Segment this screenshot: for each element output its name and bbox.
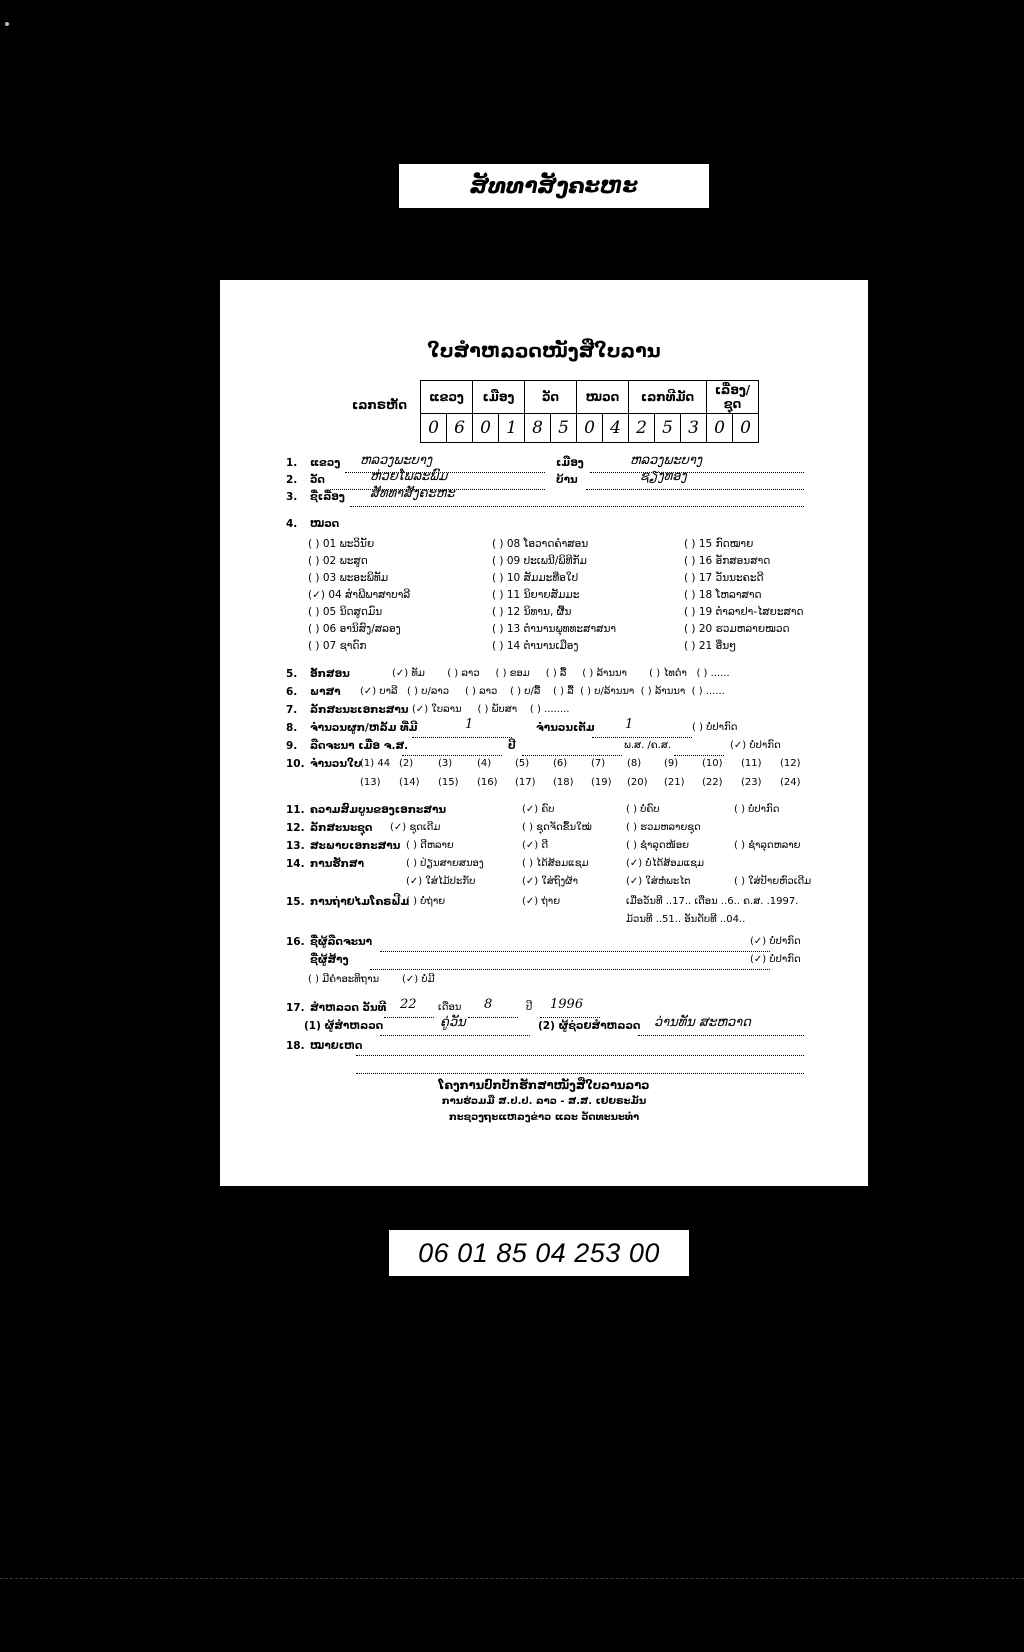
line-3-value: ສັທທາສັງຄະຫະ xyxy=(370,486,455,501)
completeness-option[interactable]: (✓) ຄົບ xyxy=(522,804,555,815)
code-digit: 0 xyxy=(707,414,733,443)
code-header-district: ເມືອງ xyxy=(473,381,525,414)
script-option[interactable]: ( ) ...... xyxy=(696,668,730,679)
language-option[interactable]: ( ) ລ້ານນາ xyxy=(640,686,686,697)
line-2-label: ວັດ xyxy=(310,474,325,486)
microfilm-option[interactable]: (✓) ຖ່າຍ xyxy=(522,896,561,907)
survey-year: 1996 xyxy=(550,997,584,1012)
completeness-option[interactable]: ( ) ບໍ່ປາກົດ xyxy=(734,804,780,815)
leaf-count-cell: (11) xyxy=(741,758,762,769)
category-option[interactable]: ( ) 06 ອານິສົງ/ສລອງ xyxy=(308,623,401,635)
line-16-label: ຊື່ຜູ້ລືດຈະນາ xyxy=(310,936,373,948)
document-title-label: ສັທທາສັງຄະຫະ xyxy=(399,164,709,208)
category-option[interactable]: ( ) 02 ພະສູດ xyxy=(308,555,368,567)
line-14-number: 14. xyxy=(286,858,305,870)
condition-option[interactable]: ( ) ຊຳລຸດໜ້ອຍ xyxy=(626,840,690,851)
category-option[interactable]: ( ) 05 ນິດສູດມົນ xyxy=(308,606,383,618)
line-15-number: 15. xyxy=(286,896,305,908)
language-option[interactable]: ( ) ...... xyxy=(691,686,725,697)
code-digit: 6 xyxy=(447,414,473,443)
line-2-fill2 xyxy=(586,477,804,490)
code-digit: 0 xyxy=(473,414,499,443)
line-13-label: ສະພາບເອກະສານ xyxy=(310,840,401,852)
category-column-2 xyxy=(492,536,616,655)
code-digit: 5 xyxy=(551,414,577,443)
line-16-number: 16. xyxy=(286,936,305,948)
wish-absent-option[interactable]: (✓) ບໍ່ມີ xyxy=(402,974,435,985)
leaf-count-cell: (5) xyxy=(515,758,530,769)
catalog-number-label: 06 01 85 04 253 00 xyxy=(389,1230,689,1276)
leaf-count-cell: (12) xyxy=(780,758,801,769)
material-option[interactable]: ( ) ພັບສາ xyxy=(477,704,518,715)
code-header-province: ແຂວງ xyxy=(421,381,473,414)
leaf-count-cell: (21) xyxy=(664,777,685,788)
line-5-options xyxy=(392,668,730,679)
survey-month-label: ເດືອນ xyxy=(438,1002,462,1013)
line-16-fill xyxy=(380,939,770,952)
line-8-label2: ຈຳນວນເຕັມ xyxy=(536,722,595,734)
preservation-option[interactable]: (✓) ໃສ່ຖົງຜ້າ xyxy=(522,876,578,887)
language-option[interactable]: (✓) ບາລີ xyxy=(360,686,398,697)
language-option[interactable]: ( ) ບ/ລ້ານນາ xyxy=(580,686,635,697)
category-option[interactable]: ( ) 07 ຊາດົກ xyxy=(308,640,367,652)
language-option[interactable]: ( ) ບ/ລື້ xyxy=(510,686,541,697)
survey-form-sheet xyxy=(220,280,868,1186)
condition-option[interactable]: (✓) ດີ xyxy=(522,840,549,851)
leaf-count-cell: (19) xyxy=(591,777,612,788)
leaf-count-cell: (1) 44 xyxy=(360,758,391,769)
line-2-label2: ບ້ານ xyxy=(556,474,578,486)
leaf-count-cell: (23) xyxy=(741,777,762,788)
form-title: ໃບສຳຫລວດໜັງສືໃບລານ xyxy=(427,340,661,362)
line-14-label: ການຮັກສາ xyxy=(310,858,364,870)
code-digit: 5 xyxy=(655,414,681,443)
category-column-3 xyxy=(684,536,804,655)
category-option[interactable]: (✓) 04 ສຳພີພາສາບາລີ xyxy=(308,589,411,601)
category-option[interactable]: ( ) 13 ຕຳນານພຸທທະສາສນາ xyxy=(492,623,617,635)
leaf-count-cell: (7) xyxy=(591,758,606,769)
line-8-option[interactable]: ( ) ບໍ່ປາກົດ xyxy=(692,722,738,733)
sponsor-unknown-option[interactable]: (✓) ບໍ່ປາກົດ xyxy=(750,954,801,965)
microfilm-option[interactable]: ( ) ບໍ່ຖ່າຍ xyxy=(406,896,446,907)
line-2-number: 2. xyxy=(286,474,298,486)
line-6-number: 6. xyxy=(286,686,298,698)
line-8-value2: 1 xyxy=(625,717,634,732)
line-9-label: ລືດຈະນາ ເມື່ອ ຈ.ສ. xyxy=(310,740,409,752)
microfilm-roll: ມ້ວນທີ ..51.. ອັນດັບທີ ..04.. xyxy=(626,914,746,925)
category-option[interactable]: ( ) 01 ພະວິນັຍ xyxy=(308,538,375,550)
category-option[interactable]: ( ) 15 ກົດໝາຍ xyxy=(684,538,754,550)
microfilm-date: ເມື່ອວັນທີ ..17.. ເດືອນ ..6.. ຄ.ສ. .1997. xyxy=(626,896,799,907)
line-11-label: ຄວາມສົມບູນຂອງເອກະສານ xyxy=(310,804,447,816)
script-option[interactable]: ( ) ໄທດຳ xyxy=(649,668,687,679)
leaf-count-cell: (24) xyxy=(780,777,801,788)
line-7-options xyxy=(412,704,569,715)
leaf-count-cell: (4) xyxy=(477,758,492,769)
line-11-number: 11. xyxy=(286,804,305,816)
scan-speck xyxy=(5,22,9,26)
line-9-label2: ປີ xyxy=(508,740,516,752)
code-digit: 0 xyxy=(421,414,447,443)
condition-option[interactable]: ( ) ຊຳລຸດຫລາຍ xyxy=(734,840,801,851)
category-option[interactable]: ( ) 10 ສັມມະທີ່ອໃປ xyxy=(492,572,579,584)
code-digit: 8 xyxy=(525,414,551,443)
script-option[interactable]: ( ) ຂອມ xyxy=(495,668,530,679)
leaf-count-cell: (22) xyxy=(702,777,723,788)
line-16-label2: ຊື່ຜູ້ສ້າງ xyxy=(310,954,349,966)
line-8-value: 1 xyxy=(465,717,474,732)
code-digit: 0 xyxy=(577,414,603,443)
script-option[interactable]: (✓) ທັມ xyxy=(392,668,425,679)
leaf-count-cell: (14) xyxy=(399,777,420,788)
material-option[interactable]: (✓) ໃບລານ xyxy=(412,704,462,715)
leaf-count-cell: (18) xyxy=(553,777,574,788)
line-17-number: 17. xyxy=(286,1002,305,1014)
line-7-label: ລັກສະນະເອກະສານ xyxy=(310,704,409,716)
category-option[interactable]: ( ) 19 ຕຳລາຢາ-ໄສຍະສາດ xyxy=(684,606,804,618)
wish-present-option[interactable]: ( ) ມີຄຳອະທິຖານ xyxy=(308,974,380,985)
leaf-count-cell: (6) xyxy=(553,758,568,769)
code-header-story: ເລື່ອງ/ຊຸດ xyxy=(707,381,759,414)
leaf-count-cell: (15) xyxy=(438,777,459,788)
survey-month: 8 xyxy=(484,997,493,1012)
material-option[interactable]: ( ) ........ xyxy=(529,704,570,715)
line-1-label: ແຂວງ xyxy=(310,457,341,469)
section-4-label: ໝວດ xyxy=(310,518,340,530)
footer-line-1: ໂຄງການປົກປັກຮັກສາໜັງສືໃບລານລາວ xyxy=(438,1078,650,1092)
line-9-label3: ພ.ສ. /ຄ.ສ. xyxy=(624,740,672,751)
code-digit: 1 xyxy=(499,414,525,443)
line-9-fill3 xyxy=(674,743,724,756)
surveyor-name: ຄູ່ວັນ xyxy=(440,1015,466,1030)
script-option[interactable]: ( ) ລ້ານນາ xyxy=(582,668,627,679)
survey-year-label: ປີ xyxy=(526,1002,533,1013)
line-6-label: ພາສາ xyxy=(310,686,341,698)
category-option[interactable]: ( ) 18 ໂຫລາສາດ xyxy=(684,589,762,601)
condition-option[interactable]: ( ) ດີຫລາຍ xyxy=(406,840,454,851)
scribe-unknown-option[interactable]: (✓) ບໍ່ປາກົດ xyxy=(750,936,801,947)
footer-line-3: ກະຊວງຖະແຫລງຂ່າວ ແລະ ວັດທະນະທຳ xyxy=(448,1112,640,1123)
line-17-label: ສຳຫລວດ ວັນທີ xyxy=(310,1002,387,1014)
line-6-options xyxy=(360,686,725,697)
surveyor-label: (1) ຜູ້ສຳຫລວດ xyxy=(304,1020,384,1032)
line-1-label2: ເມືອງ xyxy=(556,457,584,469)
line-5-label: ອັກສອນ xyxy=(310,668,350,680)
code-header-temple: ວັດ xyxy=(525,381,577,414)
set-option[interactable]: (✓) ຊຸດເດີມ xyxy=(390,822,441,833)
language-option[interactable]: ( ) ລາວ xyxy=(464,686,498,697)
notes-fill-2 xyxy=(356,1061,804,1074)
code-header-category: ໝວດ xyxy=(577,381,629,414)
category-option[interactable]: ( ) 12 ນິທານ, ຜື້ນ xyxy=(492,606,572,618)
line-8-fill xyxy=(412,725,512,738)
line-8-fill2 xyxy=(592,725,692,738)
leaf-count-cell: (16) xyxy=(477,777,498,788)
line-13-number: 13. xyxy=(286,840,305,852)
completeness-option[interactable]: ( ) ບໍ່ຄົບ xyxy=(626,804,660,815)
script-option[interactable]: ( ) ລື້ xyxy=(545,668,567,679)
scan-edge-line xyxy=(0,1578,1024,1579)
preservation-option[interactable]: (✓) ໃສ່ຫໍພະໄຕ xyxy=(626,876,691,887)
language-option[interactable]: ( ) ບ/ລາວ xyxy=(407,686,450,697)
line-8-label: ຈຳນວນຜູກ/ຫລັ້ມ ທີ່ມີ xyxy=(310,722,418,734)
category-column-1 xyxy=(308,536,410,655)
category-option[interactable]: ( ) 17 ວັນນະຄະດີ xyxy=(684,572,764,584)
code-header-bundle: ເລກທີມັດ xyxy=(629,381,707,414)
category-option[interactable]: ( ) 16 ອັກສອນສາດ xyxy=(684,555,771,567)
line-15-label: ການຖ່າຍໄມໂຄຣຟີມ xyxy=(310,896,410,908)
leaf-count-cell: (3) xyxy=(438,758,453,769)
line-2-value: ຫ່ວຍໂພລະພົມ xyxy=(370,469,448,484)
leaf-count-row-2 xyxy=(360,777,810,788)
line-1-number: 1. xyxy=(286,457,298,469)
category-option[interactable]: ( ) 03 ພະອະພິທັມ xyxy=(308,572,389,584)
code-label: ເລກຣຫັດ xyxy=(352,398,407,412)
category-option[interactable]: ( ) 08 ໂອວາດຄຳສອນ xyxy=(492,538,589,550)
category-option[interactable]: ( ) 21 ອື່ນໆ xyxy=(684,640,737,652)
language-option[interactable]: ( ) ລື້ xyxy=(553,686,574,697)
leaf-count-cell: (8) xyxy=(627,758,642,769)
line-16-fill2 xyxy=(370,957,770,970)
preservation-option[interactable]: ( ) ໃສ່ປ້າຍຫົວເດີມ xyxy=(734,876,812,887)
line-2-value2: ຊຽງທອງ xyxy=(640,469,687,484)
line-10-label: ຈຳນວນໃບ xyxy=(310,758,362,770)
code-digit: 4 xyxy=(603,414,629,443)
line-18-number: 18. xyxy=(286,1040,305,1052)
leaf-count-cell: (17) xyxy=(515,777,536,788)
leaf-count-cell: (10) xyxy=(702,758,723,769)
helper-name: ວ່ານທັນ ສະຫວາດ xyxy=(654,1015,751,1030)
code-digit: 2 xyxy=(629,414,655,443)
code-digit: 3 xyxy=(681,414,707,443)
preservation-option[interactable]: ( ) ປ່ຽນສາຍສນອງ xyxy=(406,858,484,869)
line-12-label: ລັກສະນະຊຸດ xyxy=(310,822,373,834)
set-option[interactable]: ( ) ຮວມຫລາຍຊຸດ xyxy=(626,822,701,833)
line-10-number: 10. xyxy=(286,758,305,770)
code-table xyxy=(420,380,759,443)
code-digit: 0 xyxy=(733,414,759,443)
set-option[interactable]: ( ) ຊຸດຈັດຂຶ້ນໃໝ່ xyxy=(522,822,592,833)
leaf-count-row-1 xyxy=(360,758,810,769)
preservation-option[interactable]: (✓) ບໍ່ໄດ້ສ້ອມແຊມ xyxy=(626,858,705,869)
line-3-label: ຊື່ເລື່ອງ xyxy=(310,491,345,503)
preservation-option[interactable]: ( ) ໄດ້ສ້ອມແຊມ xyxy=(522,858,589,869)
line-5-number: 5. xyxy=(286,668,298,680)
script-option[interactable]: ( ) ລາວ xyxy=(447,668,480,679)
survey-day: 22 xyxy=(400,997,417,1012)
line-9-number: 9. xyxy=(286,740,298,752)
leaf-count-cell: (2) xyxy=(399,758,414,769)
leaf-count-cell: (9) xyxy=(664,758,679,769)
footer-line-2: ການຮ່ວມມື ສ.ປ.ປ. ລາວ - ສ.ສ. ເຢຍຣະມັນ xyxy=(441,1096,647,1107)
line-8-number: 8. xyxy=(286,722,298,734)
line-3-number: 3. xyxy=(286,491,298,503)
survey-month-fill xyxy=(468,1005,518,1018)
category-option[interactable]: ( ) 14 ຕຳນານເມືອງ xyxy=(492,640,579,652)
line-12-number: 12. xyxy=(286,822,305,834)
line-9-option[interactable]: (✓) ບໍ່ປາກົດ xyxy=(730,740,781,751)
line-1-value: ຫລວງພະບາງ xyxy=(360,453,433,468)
line-7-number: 7. xyxy=(286,704,298,716)
preservation-option[interactable]: (✓) ໃສ່ໄມ້ປະກັບ xyxy=(406,876,476,887)
leaf-count-cell: (13) xyxy=(360,777,381,788)
category-option[interactable]: ( ) 09 ປະເພນີ/ພິທີກັມ xyxy=(492,555,587,567)
category-option[interactable]: ( ) 20 ຮວມຫລາຍໝວດ xyxy=(684,623,790,635)
category-option[interactable]: ( ) 11 ນິຍາຍສັມມະ xyxy=(492,589,580,601)
leaf-count-cell: (20) xyxy=(627,777,648,788)
section-4-number: 4. xyxy=(286,518,298,530)
line-9-fill2 xyxy=(522,743,622,756)
line-18-label: ໝາຍເຫດ xyxy=(310,1040,363,1052)
helper-label: (2) ຜູ້ຊ່ວຍສຳຫລວດ xyxy=(538,1020,641,1032)
notes-fill-1 xyxy=(356,1043,804,1056)
line-1-value2: ຫລວງພະບາງ xyxy=(630,453,703,468)
line-9-fill xyxy=(402,743,502,756)
